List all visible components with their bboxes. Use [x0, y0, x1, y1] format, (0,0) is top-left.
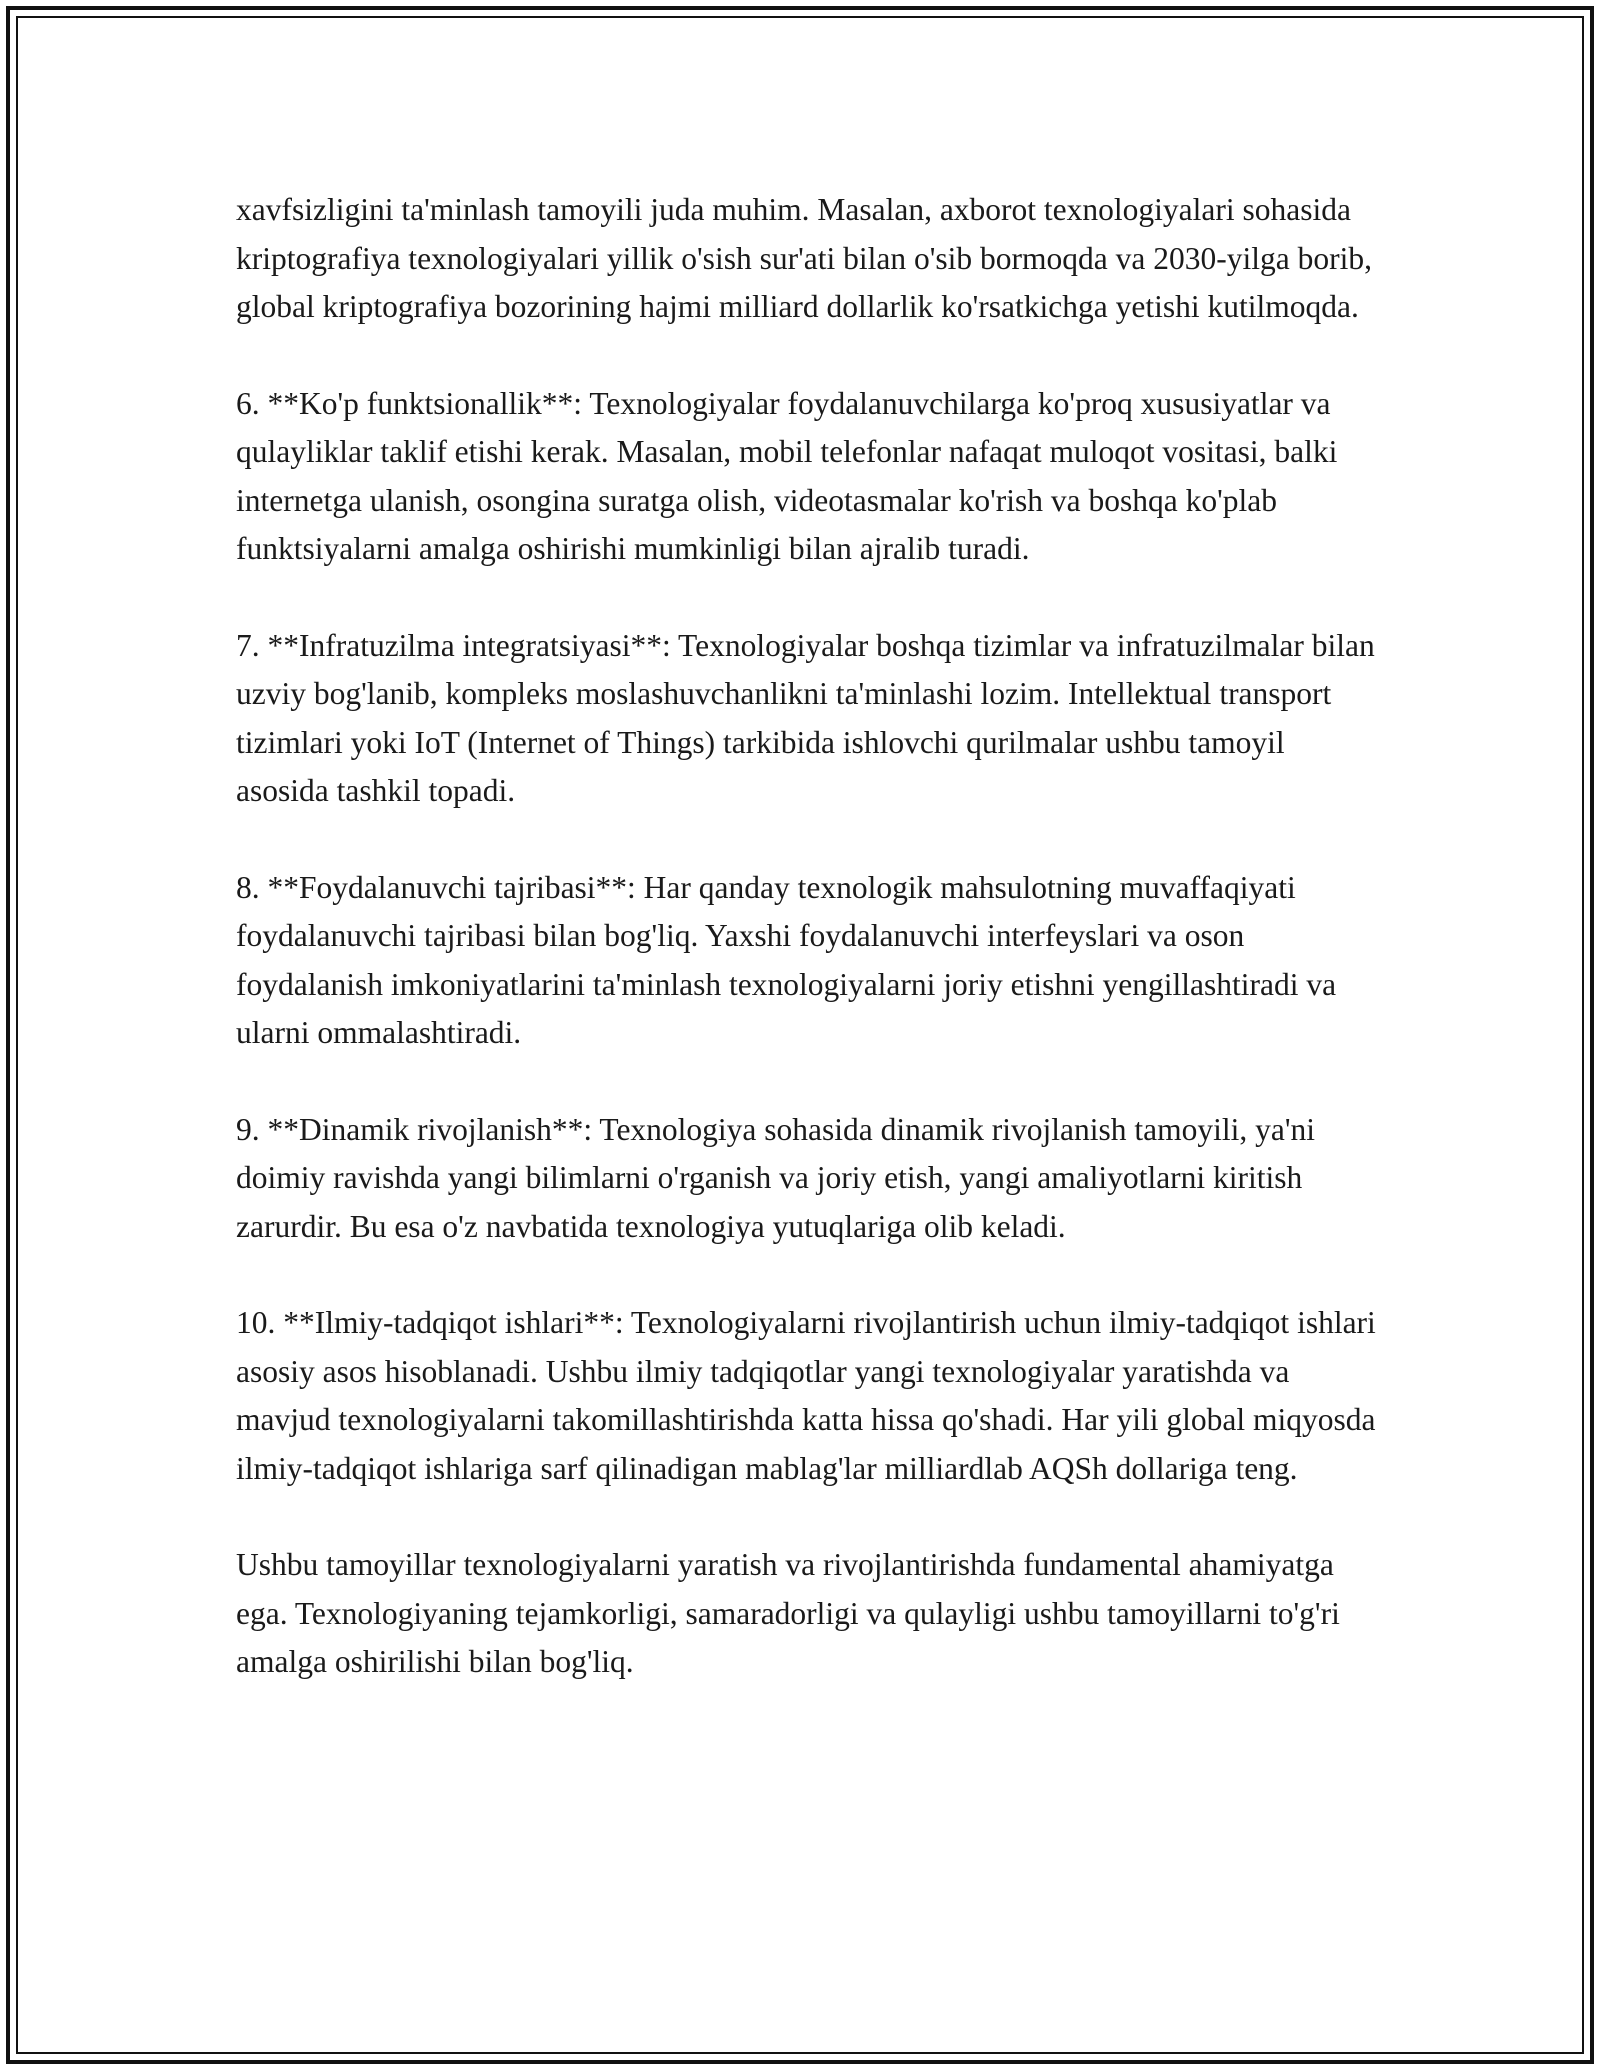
- paragraph-item-10: 10. **Ilmiy-tadqiqot ishlari**: Texnologiyalarni rivojlantirish uchun ilmiy-tadqiqot ishlari asosiy asos hisoblanadi. Ushbu ilmiy tadqiqotlar yangi texnologiyalar yaratishda va mavjud texnologiyalarni takomillashtirishda katta hissa qo'shadi. Har yili global miqyosda ilmiy-tadqiqot ishlariga sarf qilinadigan mablag'lar milliardlab AQSh dollariga teng.: [236, 1305, 1376, 1486]
- paragraph-conclusion: Ushbu tamoyillar texnologiyalarni yaratish va rivojlantirishda fundamental ahamiyatga ega. Texnologiyaning tejamkorligi, samaradorligi va qulayligi ushbu tamoyillarni to'g'ri amalga oshirilishi bilan bog'liq.: [236, 1547, 1340, 1679]
- paragraph-intro-continuation: xavfsizligini ta'minlash tamoyili juda muhim. Masalan, axborot texnologiyalari sohasida kriptografiya texnologiyalari yillik o'sish sur'ati bilan o'sib bormoqda va 2030-yilga borib, global kriptografiya bozorining hajmi milliard dollarlik ko'rsatkichga yetishi kutilmoqda.: [236, 192, 1372, 324]
- paragraph-item-6: 6. **Ko'p funktsionallik**: Texnologiyalar foydalanuvchilarga ko'proq xususiyatlar va qulayliklar taklif etishi kerak. Masalan, mobil telefonlar nafaqat muloqot vositasi, balki internetga ulanish, osongina suratga olish, videotasmalar ko'rish va boshqa ko'plab funktsiyalarni amalga oshirishi mumkinligi bilan ajralib turadi.: [236, 385, 1338, 566]
- paragraph-item-9: 9. **Dinamik rivojlanish**: Texnologiya sohasida dinamik rivojlanish tamoyili, ya'ni doimiy ravishda yangi bilimlarni o'rganish va joriy etish, yangi amaliyotlarni kiritish zarurdir. Bu esa o'z navbatida texnologiya yutuqlariga olib keladi.: [236, 1111, 1316, 1244]
- paragraph-item-8: 8. **Foydalanuvchi tajribasi**: Har qanday texnologik mahsulotning muvaffaqiyati foydalanuvchi tajribasi bilan bog'liq. Yaxshi foydalanuvchi interfeyslari va oson foydalanish imkoniyatlarini ta'minlash texnologiyalarni joriy etishni yengillashtiradi va ularni ommalashtiradi.: [236, 869, 1337, 1050]
- paragraph-item-7: 7. **Infratuzilma integratsiyasi**: Texnologiyalar boshqa tizimlar va infratuzilmalar bilan uzviy bog'lanib, kompleks moslashuvchanlikni ta'minlashi lozim. Intellektual transport tizimlari yoki IoT (Internet of Things) tarkibida ishlovchi qurilmalar ushbu tamoyil asosida tashkil topadi.: [236, 627, 1375, 808]
- document-body: [236, 186, 1376, 1687]
